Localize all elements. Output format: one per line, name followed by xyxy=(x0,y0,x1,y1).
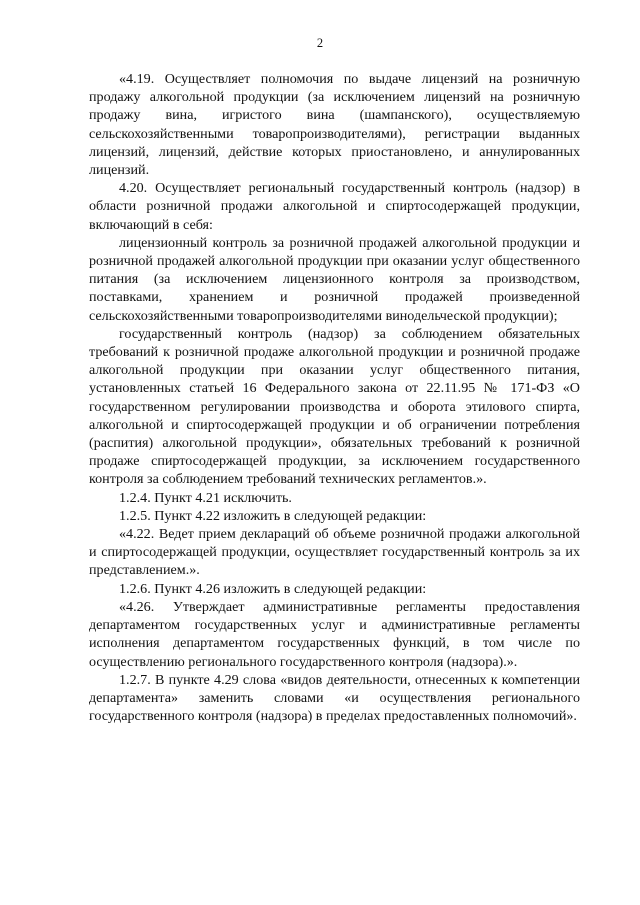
paragraph-1-2-6: 1.2.6. Пункт 4.26 изложить в следующей редакции: xyxy=(119,580,427,597)
paragraph-1-2-4: 1.2.4. Пункт 4.21 исключить. xyxy=(119,489,292,506)
paragraph-4-22: «4.22. Ведет прием деклараций об объеме розничной продажи алкогольной и спиртосодержащей продукции, осуществляет государственный контроль за их представлением.». xyxy=(89,526,580,579)
paragraph-4-26: «4.26. Утверждает административные регламенты предоставления департаментом государственных услуг и административные регламенты исполнения департаментом государственных функций, в том числе по осуществлению регионального государственного контроля (надзора).». xyxy=(89,598,580,670)
document-body xyxy=(89,70,580,725)
paragraph-1-2-5: 1.2.5. Пункт 4.22 изложить в следующей редакции: xyxy=(119,507,427,524)
paragraph-4-19: «4.19. Осуществляет полномочия по выдаче лицензий на розничную продажу алкогольной продукции (за исключением лицензий на розничную продажу вина, игристого вина (шампанского), осуществляемую сельскохозяйственными товаропроизводителями), регистрации выданных лицензий, лицензий, действие которых приостановлено, и аннулированных лицензий. xyxy=(89,71,580,179)
paragraph-4-20: 4.20. Осуществляет региональный государственный контроль (надзор) в области розничной продажи алкогольной и спиртосодержащей продукции, включающий в себя: xyxy=(89,180,580,233)
paragraph-1-2-7: 1.2.7. В пункте 4.29 слова «видов деятельности, отнесенных к компетенции департамента» заменить словами «и осуществления регионального государственного контроля (надзора) в пределах предоставленных полномочий». xyxy=(89,671,580,725)
paragraph-license-control: лицензионный контроль за розничной продажей алкогольной продукции и розничной продажей алкогольной продукции при оказании услуг общественного питания (за исключением лицензионного контроля за производством, поставками, хранением и розничной продажей произведенной сельскохозяйственными товаропроизводителями винодельческой продукции); xyxy=(89,234,580,324)
page-number: 2 xyxy=(316,36,324,50)
paragraph-state-control: государственный контроль (надзор) за соблюдением обязательных требований к розничной продаже алкогольной продукции и розничной продаже алкогольной продукции при оказании услуг общественного питания, установленных статьей 16 Федерального закона от 22.11.95 № 171-ФЗ «О государственном регулировании производства и оборота этилового спирта, алкогольной и спиртосодержащей продукции и об ограничении потребления (распития) алкогольной продукции», обязательных требований к розничной продаже спиртосодержащей продукции, за исключением государственного контроля за соблюдением требований технических регламентов.». xyxy=(89,325,580,488)
